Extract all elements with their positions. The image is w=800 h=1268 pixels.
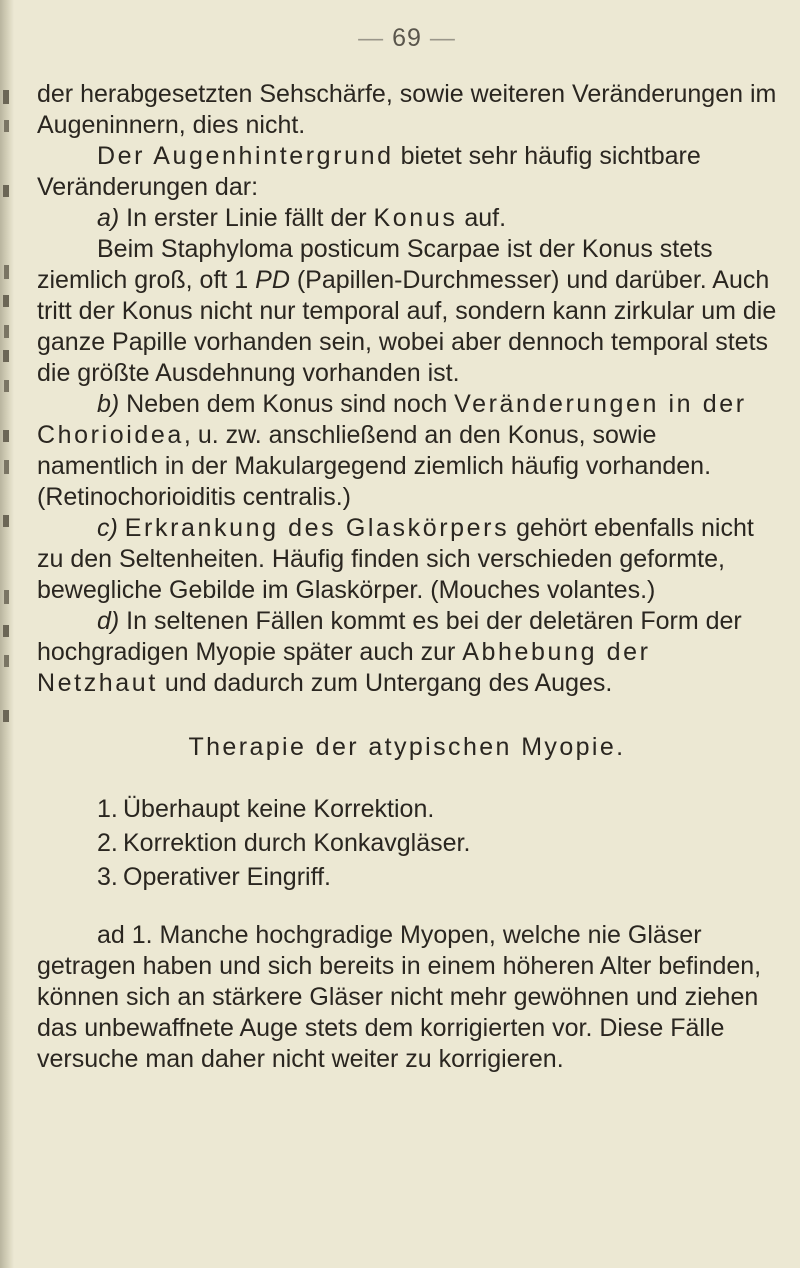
item-b: b) Neben dem Konus sind noch Veränderungen in der Chorioidea, u. zw. anschließend an den Konus, sowie namentlich in der Makulargegend ziemlich häufig vorhanden. (Retinochorioiditis centralis.) — [37, 390, 747, 511]
book-page — [37, 24, 777, 1075]
item-d: d) In seltenen Fällen kommt es bei der deletären Form der hochgradigen Myopie später auch zur Abhebung der Netzhaut und dadurch zum Untergang des Auges. — [37, 607, 742, 697]
list-item: 1. Überhaupt keine Korrektion. — [97, 795, 435, 823]
list-item: 2. Korrektion durch Konkavgläser. — [97, 829, 471, 857]
section-heading: Therapie der atypischen Myopie. — [188, 733, 626, 761]
page-number: — 69 — — [358, 24, 456, 52]
paragraph-fundus: Der Augenhintergrund bietet sehr häufig sichtbare Veränderungen dar: — [37, 142, 701, 201]
paragraph-ad1: ad 1. Manche hochgradige Myopen, welche nie Gläser getragen haben und sich bereits in einem höheren Alter befinden, können sich an stärkere Gläser nicht mehr gewöhnen und ziehen das unbewaffnete Auge stets dem korrigierten vor. Diese Fälle versuche man daher nicht weiter zu korrigieren. — [37, 921, 762, 1073]
paragraph-intro: der herabgesetzten Sehschärfe, sowie weiteren Veränderungen im Augeninnern, dies nicht. — [37, 80, 777, 139]
therapy-list — [37, 792, 777, 894]
list-item: 3. Operativer Eingriff. — [97, 863, 331, 891]
binding-edge-marks — [0, 0, 14, 1268]
item-c: c) Erkrankung des Glaskörpers gehört ebenfalls nicht zu den Seltenheiten. Häufig finden sich verschieden geformte, bewegliche Gebilde im Glaskörper. (Mouches volantes.) — [37, 514, 754, 604]
paragraph-staphyloma: Beim Staphyloma posticum Scarpae ist der Konus stets ziemlich groß, oft 1 PD (Papillen-Durchmesser) und darüber. Auch tritt der Konus nicht nur temporal auf, sondern kann zirkular um die ganze Papille vorhanden sein, wobei aber dennoch temporal stets die größte Ausdehnung vorhanden ist. — [37, 235, 777, 387]
item-a: a) In erster Linie fällt der Konus auf. — [97, 204, 507, 232]
